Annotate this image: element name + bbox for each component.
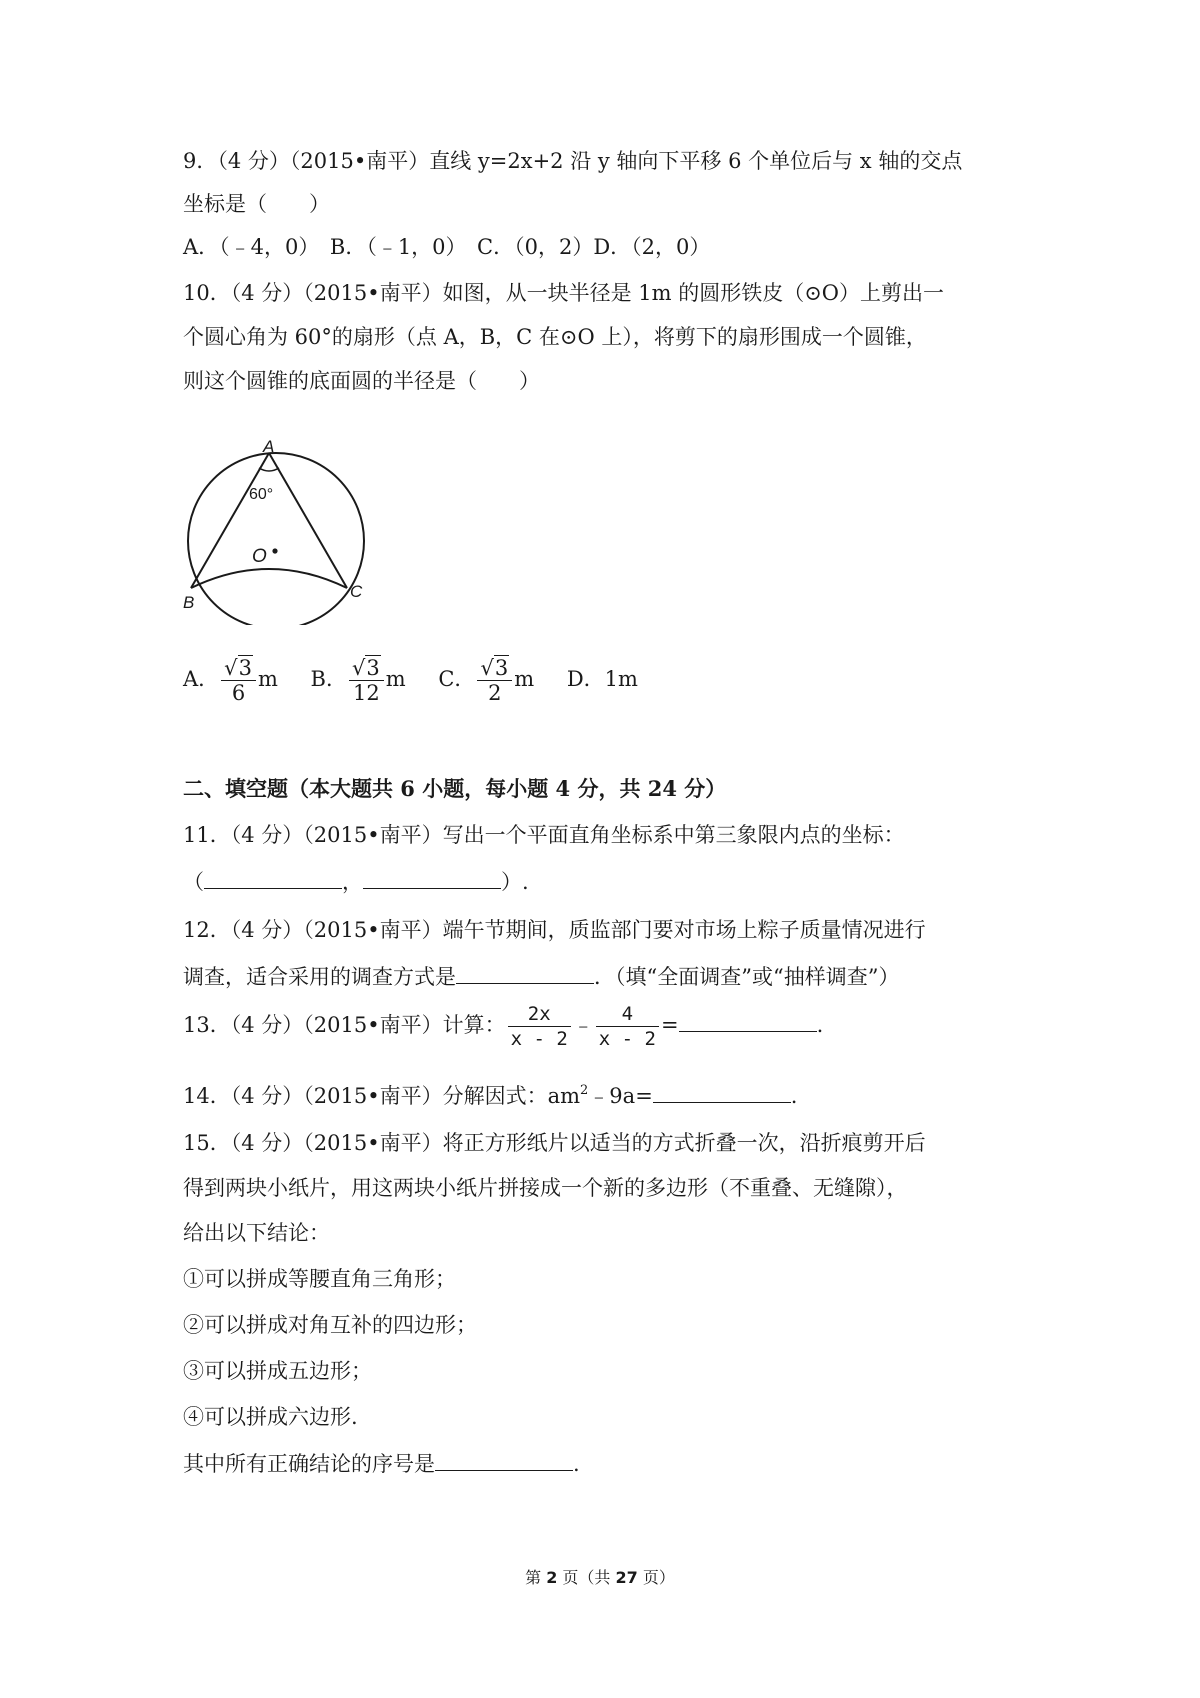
q13-text: 13．（4 分）（2015•南平）计算： — [183, 1013, 506, 1037]
choice-b — [311, 656, 406, 705]
answer-blank[interactable] — [435, 1450, 573, 1471]
choice-letter: A． — [183, 667, 220, 691]
unit: m — [385, 667, 406, 691]
q9-line-2: 坐标是（ ） — [183, 192, 330, 216]
fraction-numerator — [477, 656, 512, 681]
sqrt — [352, 656, 381, 680]
page-total: 27 — [615, 1568, 638, 1587]
sqrt-symbol: √ — [224, 656, 238, 680]
period: . — [790, 1084, 798, 1108]
q15-line-2: 得到两块小纸片，用这两块小纸片拼接成一个新的多边形（不重叠、无缝隙）， — [183, 1176, 908, 1200]
page-number: 2 — [546, 1568, 558, 1587]
fraction — [477, 656, 512, 705]
q11-line-1: 11．（4 分）（2015•南平）写出一个平面直角坐标系中第三象限内点的坐标： — [183, 823, 905, 847]
q15-item-4: ④可以拼成六边形. — [183, 1405, 358, 1429]
q13-line — [183, 1002, 823, 1051]
fraction-denominator: x - 2 — [510, 1028, 568, 1050]
circle-sector-figure — [183, 440, 373, 625]
choice-c — [438, 656, 534, 705]
q11-line-2 — [183, 868, 529, 895]
q15-line-1: 15．（4 分）（2015•南平）将正方形纸片以适当的方式折叠一次，沿折痕剪开后 — [183, 1131, 926, 1155]
label-a: A — [263, 440, 275, 456]
choice-text: 1m — [604, 667, 638, 691]
answer-blank-y[interactable] — [363, 868, 501, 889]
q12-line-1: 12．（4 分）（2015•南平）端午节期间，质监部门要对市场上粽子质量情况进行 — [183, 918, 926, 942]
fraction-numerator — [349, 656, 384, 681]
answer-blank-x[interactable] — [204, 868, 342, 889]
choice-letter: C． — [438, 667, 476, 691]
q15-last-line — [183, 1450, 580, 1477]
fraction-4-over-x-2 — [596, 1002, 659, 1051]
sqrt-symbol: √ — [351, 656, 366, 680]
unit: m — [257, 667, 278, 691]
arc-bc — [191, 569, 347, 588]
fraction — [349, 656, 384, 705]
label-o: O — [252, 546, 267, 567]
unit: m — [514, 667, 535, 691]
q15-text: 其中所有正确结论的序号是 — [183, 1452, 435, 1476]
fraction-numerator — [221, 656, 256, 681]
page-footer — [0, 1565, 1200, 1588]
radicand: 3 — [238, 656, 252, 680]
center-point — [272, 548, 277, 553]
minus-sign: ﹣ — [572, 1013, 594, 1037]
q9-choices: A．（﹣4，0） B．（﹣1，0） C．（0，2）D．（2，0） — [183, 235, 711, 259]
period: . — [816, 1013, 824, 1037]
answer-blank[interactable] — [653, 1082, 791, 1103]
q14-text: 14．（4 分）（2015•南平）分解因式：am — [183, 1084, 581, 1108]
choice-letter: B． — [310, 667, 347, 691]
circle-o — [188, 453, 364, 625]
comma: ， — [342, 870, 363, 894]
q10-line-2: 个圆心角为 60°的扇形（点 A，B，C 在⊙O 上），将剪下的扇形围成一个圆锥， — [183, 325, 927, 349]
q15-item-3: ③可以拼成五边形； — [183, 1359, 372, 1383]
sqrt-symbol: √ — [480, 656, 494, 680]
radicand: 3 — [366, 656, 380, 680]
q15-item-1: ①可以拼成等腰直角三角形； — [183, 1267, 456, 1291]
fraction-denominator: 6 — [231, 681, 246, 705]
answer-blank[interactable] — [679, 1011, 817, 1032]
close-paren: ）. — [501, 870, 529, 894]
q15-item-2: ②可以拼成对角互补的四边形； — [183, 1313, 477, 1337]
q14-line — [183, 1082, 797, 1113]
open-paren: （ — [183, 870, 204, 894]
footer-text: 第 — [525, 1568, 547, 1587]
choice-d — [567, 663, 638, 693]
section-heading: 二、填空题（本大题共 6 小题，每小题 4 分，共 24 分） — [183, 776, 727, 801]
chord-ac — [269, 453, 347, 588]
sqrt — [480, 656, 509, 680]
angle-mark — [259, 468, 279, 471]
q10-line-3: 则这个圆锥的底面圆的半径是（ ） — [183, 369, 540, 393]
label-angle: 60° — [249, 486, 274, 503]
q10-line-1: 10．（4 分）（2015•南平）如图，从一块半径是 1m 的圆形铁皮（⊙O）上剪出一 — [183, 281, 945, 305]
q12-text: 调查，适合采用的调查方式是 — [183, 965, 456, 989]
radicand: 3 — [494, 656, 509, 680]
q10-choices — [183, 656, 664, 705]
fraction-denominator: 2 — [488, 681, 502, 705]
q12-line-2 — [183, 963, 899, 990]
answer-blank[interactable] — [456, 963, 594, 984]
equals-sign: = — [661, 1013, 679, 1037]
label-b: B — [183, 593, 195, 612]
fraction-numerator: 2x — [508, 1002, 571, 1027]
period: . — [573, 1452, 580, 1476]
fraction-2x-over-x-2 — [508, 1002, 571, 1051]
choice-a — [183, 656, 278, 705]
q14-text-mid: ﹣9a= — [588, 1084, 653, 1108]
q12-text-end: ．（填“全面调查”或“抽样调查”） — [594, 965, 900, 989]
exponent: 2 — [580, 1083, 589, 1098]
footer-text: 页（共 — [557, 1568, 616, 1587]
fraction-denominator: 12 — [353, 681, 380, 705]
fraction-numerator: 4 — [596, 1002, 659, 1027]
footer-text: 页） — [637, 1568, 675, 1587]
label-c: C — [350, 582, 363, 601]
sqrt — [224, 656, 253, 680]
fraction-denominator: x - 2 — [598, 1028, 656, 1050]
q15-line-3: 给出以下结论： — [183, 1221, 330, 1245]
choice-letter: D． — [566, 667, 605, 691]
fraction — [221, 656, 256, 705]
chord-ab — [191, 453, 269, 588]
q9-line-1: 9．（4 分）（2015•南平）直线 y=2x+2 沿 y 轴向下平移 6 个单位后与 x 轴的交点 — [183, 149, 963, 173]
